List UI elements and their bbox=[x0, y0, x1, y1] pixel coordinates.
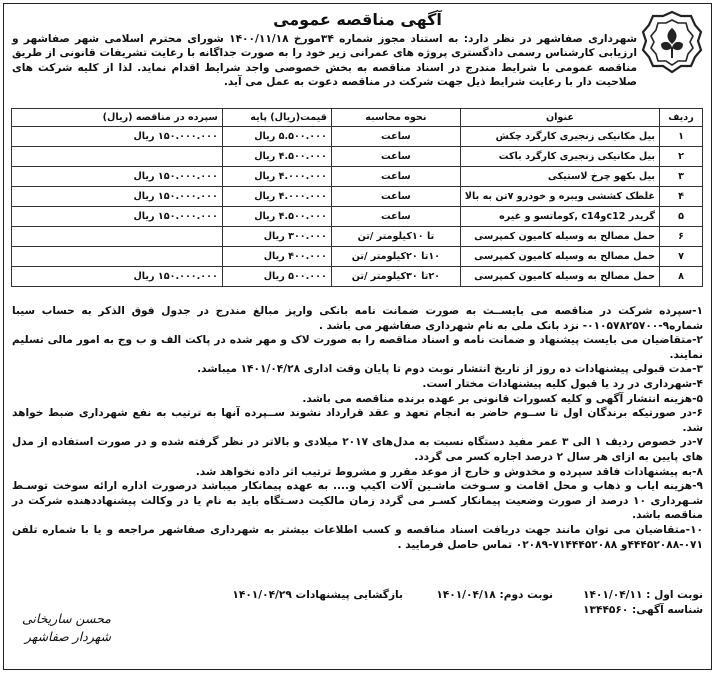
second-round-date: نوبت دوم: ۱۴۰۱/۰۴/۱۸ bbox=[436, 589, 553, 601]
row-deposit: ۱۵۰.۰۰۰.۰۰۰ ریال bbox=[12, 167, 223, 187]
row-number: ۸ bbox=[660, 267, 703, 287]
table-row bbox=[12, 207, 703, 227]
row-price: ۴.۵۰۰.۰۰۰ ریال bbox=[222, 207, 331, 227]
notice-intro: شهرداری صفاشهر در نظر دارد: به استناد مجوز شماره ۳۴مورخ ۱۴۰۰/۱۱/۱۸ شورای محترم اسلامی شهر صفاشهر و ارزیابی کارشناس رسمی دادگستری پروژه های عمرانی زیر خود را به صورت جداگانه با رعایت تشریفات قانونی از طریق مناقصه عمومی با شرایط مندرج در اسناد مناقصه به بخش خصوصی واجد شرایط اقدام نماید. لذا از کلیه شرکت های صلاحیت دار با رعایت شرایط ذیل جهت شرکت در مناقصه دعوت به عمل می آید. bbox=[12, 33, 637, 88]
clause-item: ۷-در خصوص ردیف ۱ الی ۳ عمر مفید دستگاه نسبت به مدل‌های ۲۰۱۷ میلادی و بالاتر در نظر گرفته شده و در صورت استفاده از مدل های پایین به ازای هر سال ۲ درصد اجاره کسر می گردد. bbox=[12, 436, 703, 463]
row-title: بیل مکانیکی زنجیری کارگرد باکت bbox=[460, 147, 659, 167]
table-row bbox=[12, 147, 703, 167]
row-price: ۵.۵۰۰.۰۰۰ ریال bbox=[222, 127, 331, 147]
row-deposit: ۱۵۰.۰۰۰.۰۰۰ ریال bbox=[12, 267, 223, 287]
row-method: ساعت bbox=[331, 167, 460, 187]
notice-id: شناسه آگهی: ۱۳۴۴۵۶۰ bbox=[583, 604, 703, 616]
tender-items-table bbox=[11, 108, 703, 287]
row-method: ساعت bbox=[331, 127, 460, 147]
row-price: ۴۰۰.۰۰۰ ریال bbox=[222, 247, 331, 267]
header-row-number: ردیف bbox=[660, 109, 703, 127]
table-row bbox=[12, 127, 703, 147]
row-deposit: ۱۵۰.۰۰۰.۰۰۰ ریال bbox=[12, 187, 223, 207]
signer-title: شهردار صفاشهر bbox=[24, 629, 111, 644]
row-deposit: ۱۵۰.۰۰۰.۰۰۰ ریال bbox=[12, 127, 223, 147]
row-number: ۵ bbox=[660, 207, 703, 227]
row-title: بیل بکهو چرخ لاستیکی bbox=[460, 167, 659, 187]
row-price: ۴.۰۰۰.۰۰۰ ریال bbox=[222, 167, 331, 187]
header-calc-method: نحوه محاسبه bbox=[331, 109, 460, 127]
row-title: حمل مصالح به وسیله کامیون کمپرسی bbox=[460, 267, 659, 287]
notice-title: آگهی مناقصه عمومی bbox=[273, 10, 442, 29]
row-method: تا ۱۰کیلومتر /تن bbox=[331, 227, 460, 247]
row-number: ۳ bbox=[660, 167, 703, 187]
row-price: ۵۰۰.۰۰۰ ریال bbox=[222, 267, 331, 287]
row-title: حمل مصالح به وسیله کامیون کمپرسی bbox=[460, 247, 659, 267]
clause-item: ۵-هزینه انتشار آگهی و کلیه کسورات قانونی بر عهده برنده مناقصه می باشد. bbox=[302, 392, 703, 405]
table-row bbox=[12, 167, 703, 187]
row-method: ۲۰تا ۳۰کیلومتر /تن bbox=[331, 267, 460, 287]
clause-item: ۹-هزینه ایاب و ذهاب و محل اقامت و سـوخت ماشـین آلات اکیپ و.... به عهده پیمانکار میباشد درصورت اداره ارائه سوخت توسـط شـهرداری ۱۰ درصد از صورت وضعیت پیمانکار کسـر می گردد زمان مالکیت دسـتگاه باید به نام یا در وکالت پیشنهاددهنده شرکت در مناقصه باشد. bbox=[12, 480, 704, 522]
row-method: ساعت bbox=[331, 187, 460, 207]
first-round-date: نوبت اول : ۱۴۰۱/۰۴/۱۱ bbox=[583, 589, 703, 601]
row-deposit: ۱۵۰.۰۰۰.۰۰۰ ریال bbox=[12, 207, 223, 227]
clause-item: ۶-در صورتیکه برندگان اول تا ســوم حاضر به انجام تعهد و عقد قرارداد نشوند ســپرده آنها به ترتیب به نفع شهرداری ضبط خواهد شد. bbox=[12, 407, 703, 434]
row-title: بیل مکانیکی زنجیری کارگرد چکش bbox=[460, 127, 659, 147]
table-row bbox=[12, 247, 703, 267]
clause-item: ۴-شهرداری در رد یا قبول کلیه پیشنهادات مختار است. bbox=[422, 377, 703, 390]
table-row bbox=[12, 187, 703, 207]
publication-dates bbox=[12, 588, 703, 604]
row-price: ۴.۵۰۰.۰۰۰ ریال bbox=[222, 147, 331, 167]
row-title: گریدر c12وc14 ,کوماتسو و غیره bbox=[460, 207, 659, 227]
header-deposit: سپرده در مناقصه (ریال) bbox=[12, 109, 223, 127]
row-deposit bbox=[12, 247, 223, 267]
clause-item: ۱۰-متقاضیان می توان مانند جهت دریافت اسناد مناقصه و کسب اطلاعات بیشتر به شهرداری صفاشهر مراجعه و یا با شماره تلفن ۰۷۱-۴۴۴۵۲۰۸۸و ۷۱۴۴۴۵۲۰۸۸-۰۲۰۸۹ تماس حاصل فرمایید . bbox=[12, 523, 703, 551]
row-number: ۴ bbox=[660, 187, 703, 207]
opening-date: بازگشایی پیشنهادات ۱۴۰۱/۰۴/۲۹ bbox=[232, 589, 403, 601]
row-number: ۷ bbox=[660, 247, 703, 267]
header-title: عنوان bbox=[460, 109, 659, 127]
signer-name: محسن ساریخانی bbox=[22, 611, 111, 626]
row-number: ۶ bbox=[660, 227, 703, 247]
clause-item: ۸-به پیشنهادات فاقد سپرده و مخدوش و خارج از موعد مقرر و مشروط ترتیب اثر داده نخواهد شد. bbox=[195, 465, 703, 478]
notice-clauses bbox=[12, 304, 703, 552]
row-method: ۱۰تا ۲۰کیلومتر /تن bbox=[331, 247, 460, 267]
signature-block bbox=[22, 610, 111, 646]
row-title: غلطک کششی ویبره و خودرو ۷تن به بالا bbox=[460, 187, 659, 207]
row-method: ساعت bbox=[331, 207, 460, 227]
table-row bbox=[12, 267, 703, 287]
row-title: حمل مصالح به وسیله کامیون کمپرسی bbox=[460, 227, 659, 247]
row-price: ۴.۰۰۰.۰۰۰ ریال bbox=[222, 187, 331, 207]
row-deposit bbox=[12, 227, 223, 247]
row-number: ۲ bbox=[660, 147, 703, 167]
row-method: ساعت bbox=[331, 147, 460, 167]
table-row bbox=[12, 227, 703, 247]
clause-item: ۲-متقاضیان می بایست پیشنهاد و ضمانت نامه و اسناد مناقصه را به صورت لاک و مهر شده در پاکت الف و ب وج به امور مالی تسلیم نمایند. bbox=[12, 334, 703, 361]
row-price: ۳۰۰.۰۰۰ ریال bbox=[222, 227, 331, 247]
table-header-row bbox=[12, 109, 703, 127]
clause-item: ۱-سپرده شرکت در مناقصه می بایســت به صورت ضمانت نامه بانکی وارپز مبالغ مندرج در جدول فوق الذکر به حساب سیبا شماره۹-۰۱۰۵۷۸۲۵۷۰۰- نزد بانک ملی به نام شهرداری صفاشهر می باشد . bbox=[12, 305, 703, 332]
clause-item: ۳-مدت قبولی پیشنهادات ده روز از تاریخ انتشار نوبت دوم تا پایان وقت اداری ۱۴۰۱/۰۴/۲۸ میباشد. bbox=[197, 363, 703, 376]
row-number: ۱ bbox=[660, 127, 703, 147]
tender-notice bbox=[3, 3, 712, 670]
row-deposit bbox=[12, 147, 223, 167]
header-base-price: قیمت(ریال) پایه bbox=[222, 109, 331, 127]
